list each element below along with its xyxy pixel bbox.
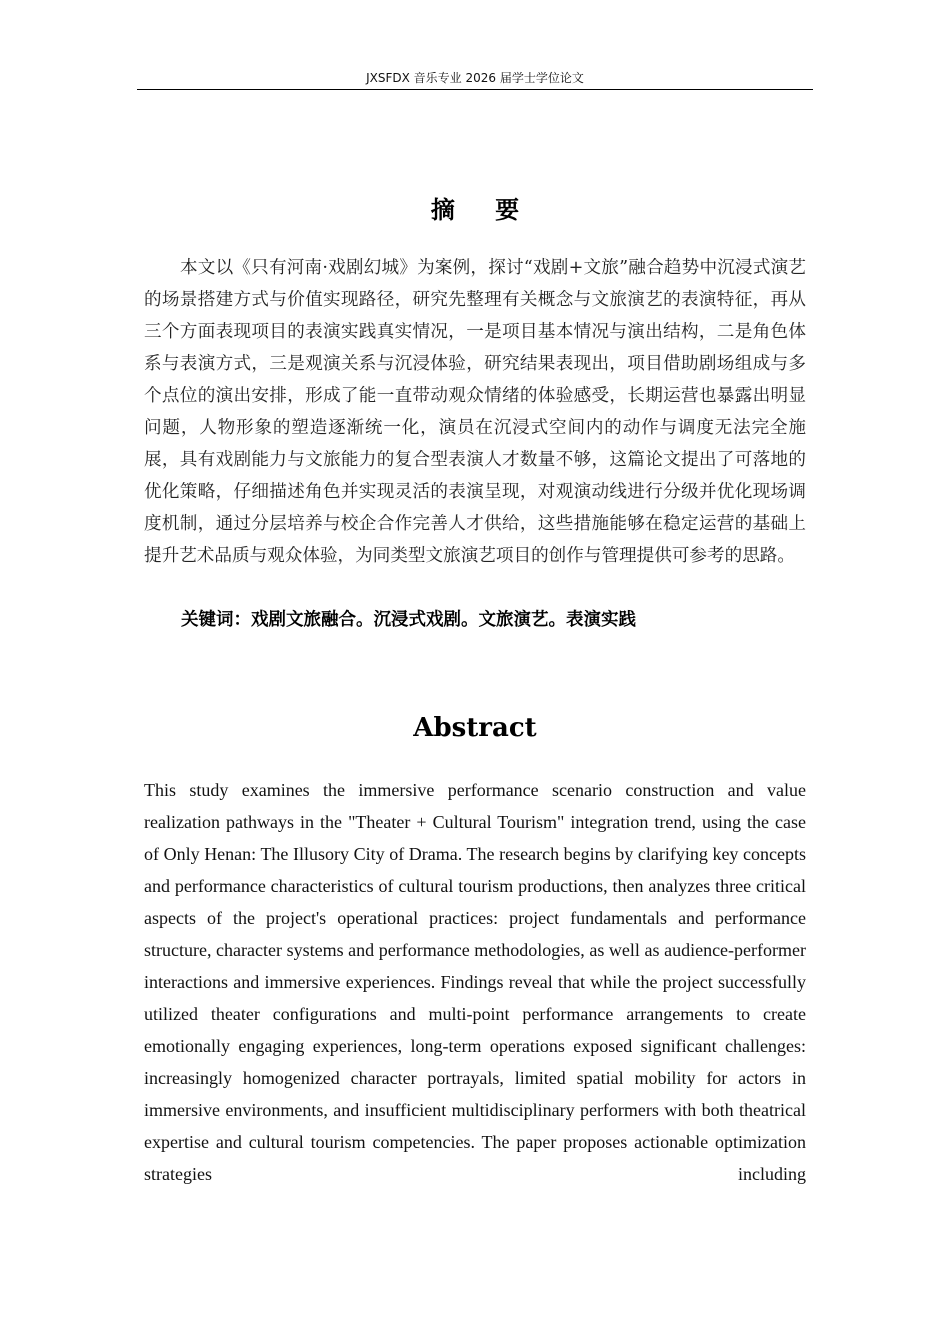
english-abstract-title: Abstract (413, 713, 537, 743)
chinese-abstract-body: 本文以《只有河南·戏剧幻城》为案例，探讨“戏剧+文旅”融合趋势中沉浸式演艺的场景搭建方式与价值实现路径，研究先整理有关概念与文旅演艺的表演特征，再从三个方面表现项目的表演实践真实情况，一是项目基本情况与演出结构，二是角色体系与表演方式，三是观演关系与沉浸体验，研究结果表现出，项目借助剧场组成与多个点位的演出安排，形成了能一直带动观众情绪的体验感受，长期运营也暴露出明显问题，人物形象的塑造逐渐统一化，演员在沉浸式空间内的动作与调度无法完全施展，具有戏剧能力与文旅能力的复合型表演人才数量不够，这篇论文提出了可落地的优化策略，仔细描述角色并实现灵活的表演呈现，对观演动线进行分级并优化现场调度机制，通过分层培养与校企合作完善人才供给，这些措施能够在稳定运营的基础上提升艺术品质与观众体验，为同类型文旅演艺项目的创作与管理提供可参考的思路。 (144, 258, 806, 566)
chinese-abstract-title: 摘 要 (430, 196, 536, 224)
english-abstract-body: This study examines the immersive performance scenario construction and value realization pathways in the "Theater + Cultural Tourism" integration trend, using the case of Only Henan: The Illusory City of Drama. The research begins by clarifying key concepts and performance characteristics of cultural tourism productions, then analyzes three critical aspects of the project's operational practices: project fundamentals and performance structure, character systems and performance methodologies, as well as audience-performer interactions and immersive experiences. Findings reveal that while the project successfully utilized theater configurations and multi-point performance arrangements to create emotionally engaging experiences, long-term operations exposed significant challenges: increasingly homogenized character portrayals, limited spatial mobility for actors in immersive environments, and insufficient multidisciplinary performers with both theatrical expertise and cultural tourism competencies. The paper proposes actionable optimization strategies including (144, 780, 806, 1184)
running-header: JXSFDX 音乐专业 2026 届学士学位论文 (366, 71, 584, 85)
header-rule (137, 89, 813, 90)
chinese-keywords: 关键词：戏剧文旅融合。沉浸式戏剧。文旅演艺。表演实践 (181, 610, 636, 630)
